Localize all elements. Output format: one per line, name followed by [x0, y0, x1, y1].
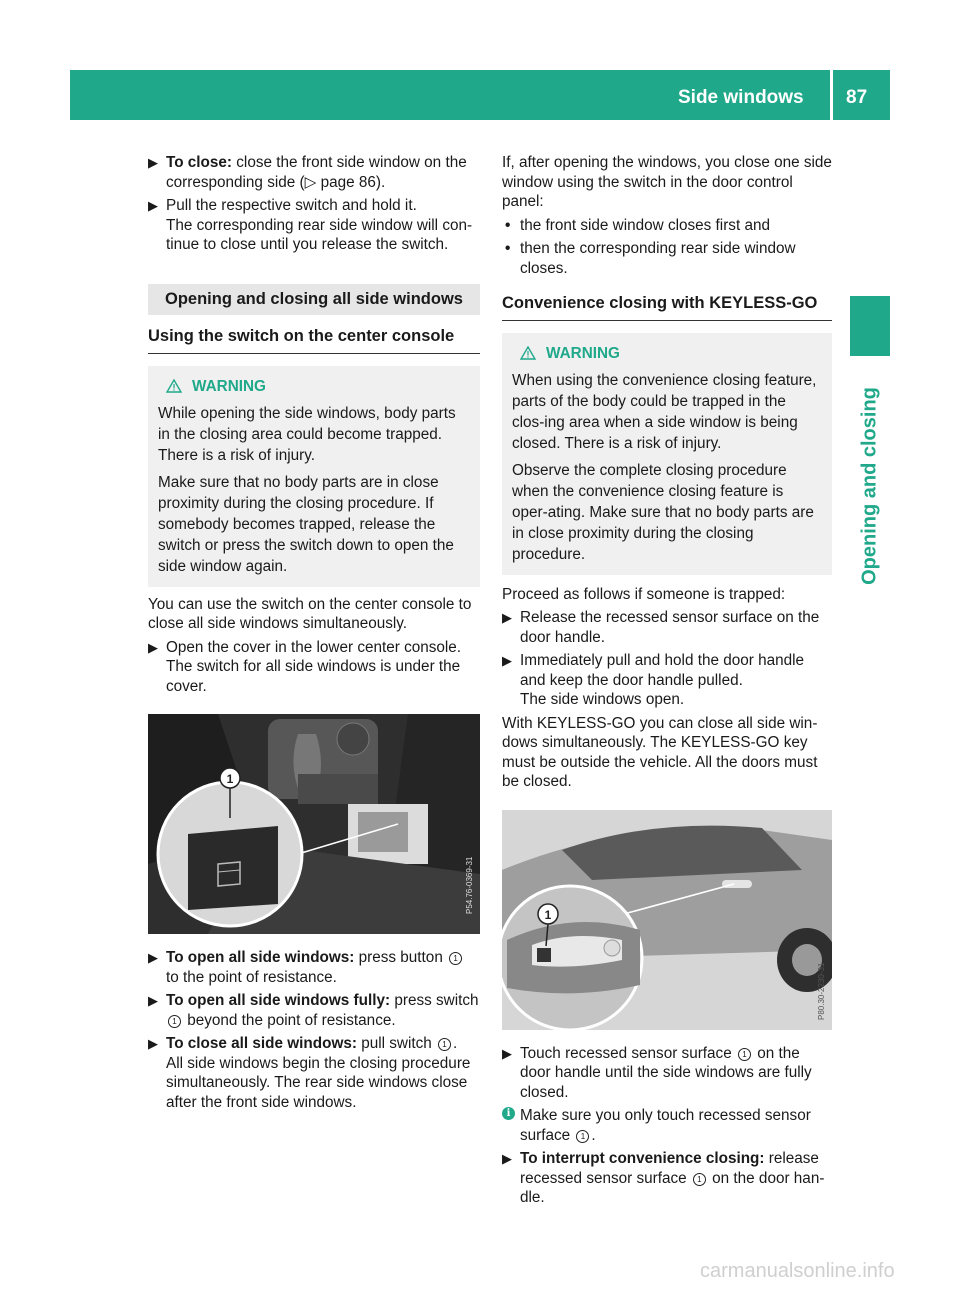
marker-1-icon: 1	[576, 1130, 589, 1143]
arrow-icon: ▶	[502, 1045, 512, 1061]
subheading-keyless-go: Convenience closing with KEYLESS-GO	[502, 282, 832, 321]
step-touch-sensor: ▶ Touch recessed sensor surface 1 on the door handle until the side windows are fully closed.	[502, 1044, 812, 1101]
warning-text: While opening the side windows, body parts in the closing area could become trapped. There is a risk of injury.	[158, 404, 456, 464]
door-handle-photo	[502, 810, 832, 1030]
step-interrupt: ▶ To interrupt convenience closing: release recessed sensor surface 1 on the door han-dle.	[502, 1150, 825, 1206]
arrow-icon: ▶	[148, 155, 158, 170]
step-pull-handle: ▶ Immediately pull and hold the door handle and keep the door handle pulled. The side windows open.	[502, 652, 805, 708]
step-pull-switch: ▶ Pull the respective switch and hold it. The corresponding rear side window will con-tinue to close until you release the switch.	[148, 197, 473, 253]
list-item: • then the corresponding rear side window closes.	[505, 240, 796, 277]
warning-title: WARNING	[512, 343, 822, 364]
marker-1-icon: 1	[168, 1015, 181, 1028]
warning-text: When using the convenience closing feature, parts of the body could be trapped in the clos-ing area when a side window is being closed. There is a risk of injury.	[512, 371, 817, 452]
car-illustration	[502, 810, 832, 1030]
marker-1-icon: 1	[693, 1173, 706, 1186]
bullet-icon: •	[505, 240, 511, 257]
arrow-icon: ▶	[148, 639, 158, 655]
warning-title: WARNING	[158, 376, 470, 397]
console-illustration	[148, 714, 480, 934]
section-heading-box: Opening and closing all side windows	[148, 284, 480, 316]
callout-marker: 1	[544, 907, 552, 922]
page-number: 87	[846, 87, 868, 108]
warning-box	[502, 333, 832, 575]
arrow-icon: ▶	[148, 950, 158, 965]
step-close-all: ▶ To close all side windows: pull switch 1 . All side windows begin the closing procedure simultaneously. The rear side windows close after the front side windows.	[148, 1035, 471, 1111]
left-column	[148, 153, 480, 1112]
arrow-icon: ▶	[502, 653, 512, 668]
side-tab-marker	[850, 296, 890, 356]
chapter-label: Opening and closing	[858, 387, 881, 585]
section-title: Side windows	[678, 87, 804, 108]
subheading-center-console: Using the switch on the center console	[148, 315, 480, 354]
header-divider	[830, 70, 833, 120]
keyless-paragraph: With KEYLESS-GO you can close all side win-dows simultaneously. The KEYLESS-GO key must be outside the vehicle. All the doors must be closed.	[502, 714, 818, 790]
right-column	[502, 153, 832, 1208]
image-code: P54.76-0369-31	[465, 856, 474, 914]
warning-triangle-icon	[520, 346, 536, 360]
arrow-icon: ▶	[148, 1036, 158, 1051]
arrow-icon: ▶	[502, 1151, 512, 1166]
info-note: i Make sure you only touch recessed sensor surface 1 .	[502, 1106, 832, 1145]
marker-1-icon: 1	[449, 952, 462, 965]
arrow-icon: ▶	[148, 993, 158, 1008]
callout-marker: 1	[226, 772, 234, 786]
list-item: • the front side window closes first and	[505, 216, 770, 234]
marker-1-icon: 1	[438, 1038, 451, 1051]
bullet-icon: •	[505, 216, 511, 234]
page-ref-icon: ▷	[304, 173, 317, 191]
step-open-all-fully: ▶ To open all side windows fully: press switch 1 beyond the point of resistance.	[148, 992, 479, 1029]
warning-text: Make sure that no body parts are in close proximity during the closing procedure. If somebody becomes trapped, release the switch or press the switch down to open the side window again.	[158, 473, 454, 575]
intro-paragraph: You can use the switch on the center console to close all side windows simultaneously.	[148, 595, 472, 632]
marker-1-icon: 1	[738, 1048, 751, 1061]
arrow-icon: ▶	[148, 198, 158, 213]
step-to-close: ▶ To close: close the front side window on the corresponding side (▷ page 86).	[148, 154, 467, 191]
warning-text: Observe the complete closing procedure when the convenience closing feature is oper-ating. Make sure that no body parts are in close proximity during the closing procedure.	[512, 461, 814, 563]
info-icon: i	[502, 1107, 515, 1120]
image-code: P80.30-2230-31	[817, 962, 826, 1020]
step-release: ▶ Release the recessed sensor surface on the door handle.	[502, 609, 820, 646]
warning-triangle-icon	[166, 379, 182, 393]
step-open-cover: ▶ Open the cover in the lower center console. The switch for all side windows is under the cover.	[148, 638, 462, 695]
proceed-text: Proceed as follows if someone is trapped:	[502, 585, 786, 603]
watermark: carmanualsonline.info	[700, 1260, 895, 1282]
step-open-all: ▶ To open all side windows: press button 1 to the point of resistance.	[148, 948, 480, 987]
intro-paragraph: If, after opening the windows, you close one side window using the switch in the door control panel:	[502, 154, 832, 210]
warning-box	[148, 366, 480, 587]
center-console-photo	[148, 714, 480, 934]
arrow-icon: ▶	[502, 610, 512, 625]
